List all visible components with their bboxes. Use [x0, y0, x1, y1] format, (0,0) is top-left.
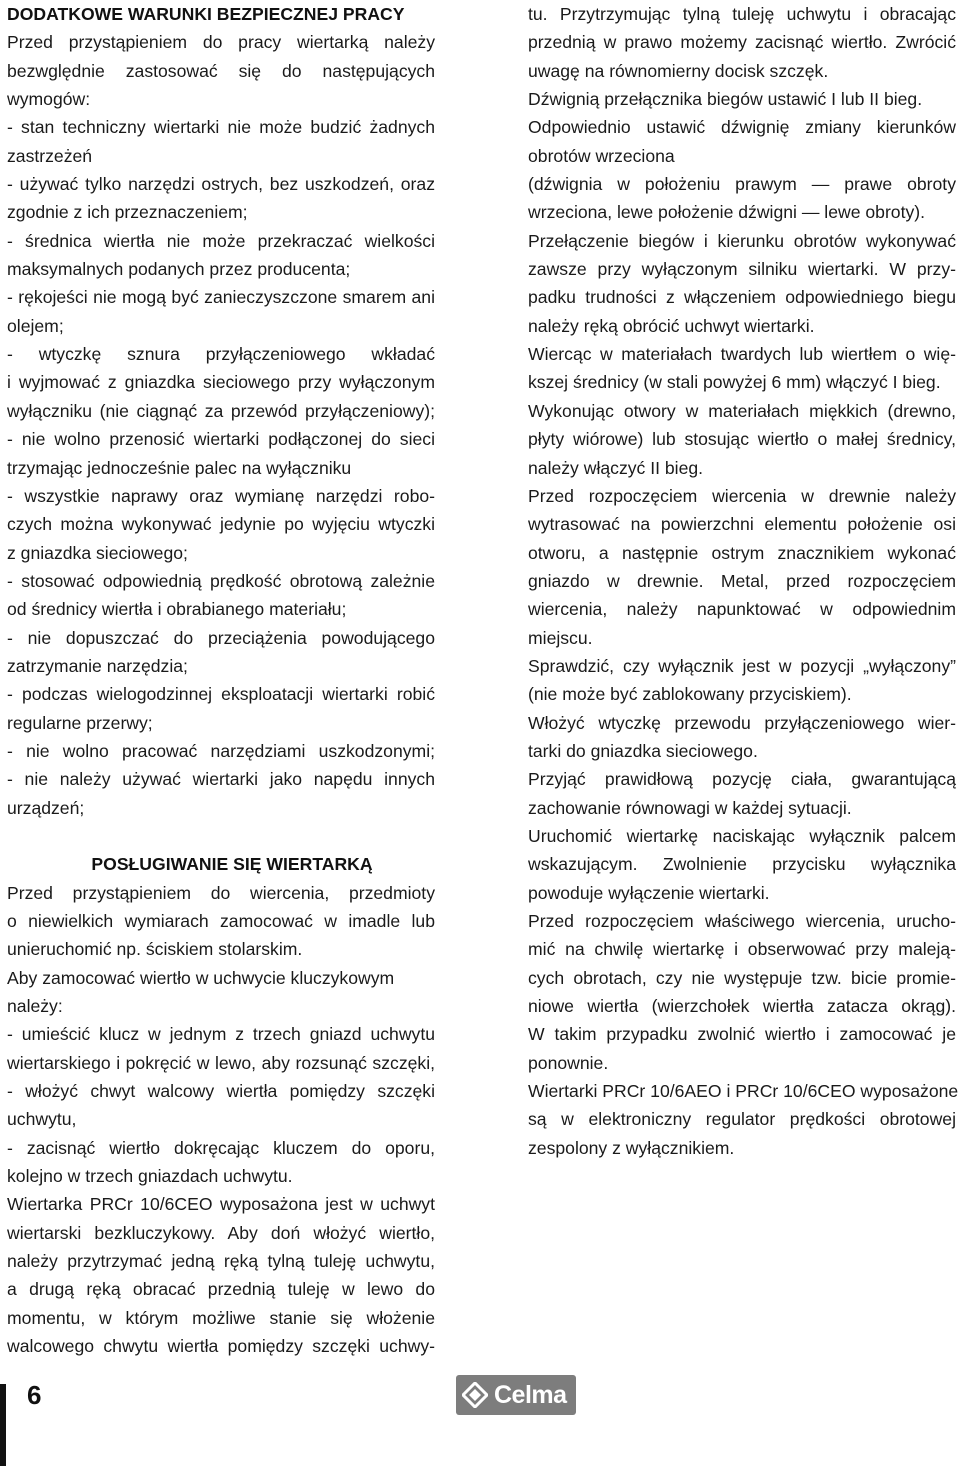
- text-line: zawsze przy wyłączonym silniku wiertarki. W przy-: [528, 259, 956, 280]
- text-line: Aby zamocować wiertło w uchwycie kluczykowym: [7, 967, 395, 988]
- text-line: należy:: [7, 996, 63, 1017]
- text-line: uchwytu,: [7, 1109, 77, 1130]
- text-line: - wszystkie naprawy oraz wymianę narzędzi robo-: [7, 485, 435, 506]
- text-line: - nie dopuszczać do przeciążenia powodującego: [7, 627, 435, 648]
- text-line: walcowego chwytu wiertła pomiędzy szczęki uchwy-: [7, 1336, 435, 1357]
- text-line: płyty wiórowe) lub stosując wiertło o małej średnicy,: [528, 429, 956, 450]
- text-line: gniazdo w drewnie. Metal, przed rozpoczęciem: [528, 570, 956, 591]
- text-line: tarki do gniazdka sieciowego.: [528, 740, 758, 761]
- text-line: od średnicy wiertła i obrabianego materiału;: [7, 599, 347, 620]
- text-line: maksymalnych podanych przez producenta;: [7, 259, 351, 280]
- text-line: należy ręką obrócić uchwyt wiertarki.: [528, 315, 815, 336]
- text-line: zgodnie z ich przeznaczeniem;: [7, 202, 248, 223]
- text-line: są w elektroniczny regulator prędkości obrotowej: [528, 1109, 956, 1130]
- text-line: a drugą ręką obracać przednią tuleję w lewo do: [7, 1279, 435, 1300]
- text-line: z gniazdka sieciowego;: [7, 542, 188, 563]
- text-line: kszej średnicy (w stali powyżej 6 mm) włączyć I bieg.: [528, 372, 941, 393]
- text-line: wrzeciona, lewe położenie dźwigni — lewe obroty).: [528, 202, 926, 223]
- text-line: przednią w prawo możemy zacisnąć wiertło. Zwrócić: [528, 32, 956, 53]
- text-line: - średnica wiertła nie może przekraczać wielkości: [7, 230, 435, 251]
- text-line: miejscu.: [528, 627, 593, 648]
- text-line: Przed przystąpieniem do wiercenia, przedmioty: [7, 882, 435, 903]
- logo-text: Celma: [494, 1380, 567, 1409]
- page-number: 6: [27, 1380, 42, 1410]
- paragraph-spacer: [7, 822, 435, 850]
- text-line: urządzeń;: [7, 797, 85, 818]
- text-line: cych obrotach, czy nie występuje tzw. bicie promie-: [528, 967, 956, 988]
- text-line: zachowanie równowagi w każdej sytuacji.: [528, 797, 852, 818]
- text-line: Odpowiednio ustawić dźwignię zmiany kierunków: [528, 117, 956, 138]
- celma-logo: [456, 1375, 576, 1415]
- text-line: o niewielkich wymiarach zamocować w imadle lub: [7, 911, 435, 931]
- footer-margin-bar: [0, 1384, 6, 1466]
- text-line: powoduje wyłączenie wiertarki.: [528, 882, 770, 903]
- text-line: W takim przypadku zwolnić wiertło i zamocować je: [528, 1024, 956, 1045]
- text-line: Przed rozpoczęciem wiercenia w drewnie należy: [528, 485, 956, 506]
- text-line: - zacisnąć wiertło dokręcając kluczem do oporu,: [7, 1137, 435, 1158]
- text-line: czych można wykonywać jedynie po wyjęciu wtyczki: [7, 514, 435, 535]
- text-line: olejem;: [7, 315, 64, 336]
- celma-logo-icon: [462, 1382, 488, 1408]
- text-line: padku trudności z włączeniem odpowiedniego biegu: [528, 287, 956, 308]
- text-line: wytrasować na powierzchni elementu położenie osi: [528, 514, 956, 535]
- text-line: mić na chwilę wiertarkę i obserwować przy maleją-: [528, 939, 956, 960]
- section-heading: DODATKOWE WARUNKI BEZPIECZNEJ PRACY: [7, 4, 405, 24]
- text-line: momentu, w którym możliwe stanie się włożenie: [7, 1307, 435, 1328]
- text-line: - umieścić klucz w jednym z trzech gniazd uchwytu: [7, 1024, 435, 1045]
- text-line: unieruchomić np. ściskiem stolarskim.: [7, 939, 303, 960]
- text-line: Dźwignią przełącznika biegów ustawić I lub II bieg.: [528, 89, 923, 110]
- text-line: wiertarski bezkluczykowy. Aby doń włożyć wiertło,: [7, 1222, 435, 1243]
- text-line: wskazującym. Zwolnienie przycisku wyłącznika: [528, 854, 956, 875]
- text-line: Wykonując otwory w materiałach miękkich (drewno,: [528, 400, 956, 421]
- text-line: zastrzeżeń: [7, 145, 93, 166]
- text-line: tu. Przytrzymując tylną tuleję uchwytu i obracając: [528, 4, 956, 24]
- section-heading: POSŁUGIWANIE SIĘ WIERTARKĄ: [91, 854, 373, 875]
- text-line: Wiertarka PRCr 10/6CEO wyposażona jest w uchwyt: [7, 1194, 435, 1215]
- left-text-column: [7, 0, 435, 1361]
- text-line: wiercenia, należy napunktować w odpowiednim: [528, 599, 956, 620]
- text-line: - stan techniczny wiertarki nie może budzić żadnych: [7, 117, 435, 138]
- text-line: Wiertarki PRCr 10/6AEO i PRCr 10/6CEO wyposażone: [528, 1081, 959, 1102]
- text-line: zatrzymanie narzędzia;: [7, 655, 188, 676]
- text-line: Przed przystąpieniem do pracy wiertarką należy: [7, 32, 435, 53]
- text-line: Wiercąc w materiałach twardych lub wiertłem o wię-: [528, 344, 956, 365]
- text-line: uwagę na równomierny docisk szczęk.: [528, 60, 829, 81]
- text-line: - rękojeści nie mogą być zanieczyszczone smarem ani: [7, 287, 435, 308]
- text-line: otworu, a następnie ostrym znacznikiem wykonać: [528, 542, 956, 563]
- text-line: należy włączyć II bieg.: [528, 457, 704, 478]
- text-line: ponownie.: [528, 1052, 609, 1073]
- right-text-column: [528, 0, 959, 1162]
- text-line: bezwględnie zastosować się do następujących: [7, 60, 435, 81]
- text-line: niowe wiertła (wierzchołek wiertła zatacza okrąg).: [528, 996, 956, 1017]
- text-line: Włożyć wtyczkę przewodu przyłączeniowego wier-: [528, 712, 956, 733]
- text-line: kolejno w trzech gniazdach uchwytu.: [7, 1166, 293, 1187]
- text-line: Przełączenie biegów i kierunku obrotów wykonywać: [528, 230, 956, 251]
- text-line: (dźwignia w położeniu prawym — prawe obroty: [528, 174, 956, 195]
- text-line: - włożyć chwyt walcowy wiertła pomiędzy szczęki: [7, 1081, 435, 1102]
- text-line: - nie wolno pracować narzędziami uszkodzonymi;: [7, 740, 435, 761]
- text-line: Przyjąć prawidłową pozycję ciała, gwarantującą: [528, 769, 956, 790]
- text-line: - nie należy używać wiertarki jako napędu innych: [7, 769, 435, 790]
- text-line: (nie może być zablokowany przyciskiem).: [528, 684, 852, 705]
- text-line: - nie wolno przenosić wiertarki podłączonej do sieci: [7, 429, 435, 450]
- text-line: - stosować odpowiednią prędkość obrotową zależnie: [7, 570, 435, 591]
- text-line: obrotów wrzeciona: [528, 145, 675, 166]
- text-line: zespolony z wyłącznikiem.: [528, 1137, 735, 1158]
- text-line: Przed rozpoczęciem właściwego wiercenia, urucho-: [528, 911, 956, 931]
- text-line: wiertarskiego i pokręcić w lewo, aby rozsunąć szczęki,: [7, 1052, 435, 1073]
- text-line: wyłączniku (nie ciągnąć za przewód przyłączeniowy);: [7, 400, 435, 421]
- text-line: wymogów:: [7, 89, 91, 110]
- text-line: i wyjmować z gniazdka sieciowego przy wyłączonym: [7, 372, 435, 393]
- text-line: regularne przerwy;: [7, 712, 153, 733]
- text-line: Uruchomić wiertarkę naciskając wyłącznik palcem: [528, 825, 956, 846]
- text-line: trzymając jednocześnie palec na wyłączniku: [7, 457, 352, 478]
- text-line: Sprawdzić, czy wyłącznik jest w pozycji „wyłączony”: [528, 655, 956, 676]
- text-line: - używać tylko narzędzi ostrych, bez uszkodzeń, oraz: [7, 174, 435, 195]
- text-line: należy przytrzymać jedną ręką tylną tuleję uchwytu,: [7, 1251, 435, 1272]
- text-line: - wtyczkę sznura przyłączeniowego wkładać: [7, 344, 435, 365]
- text-line: - podczas wielogodzinnej eksploatacji wiertarki robić: [7, 684, 435, 705]
